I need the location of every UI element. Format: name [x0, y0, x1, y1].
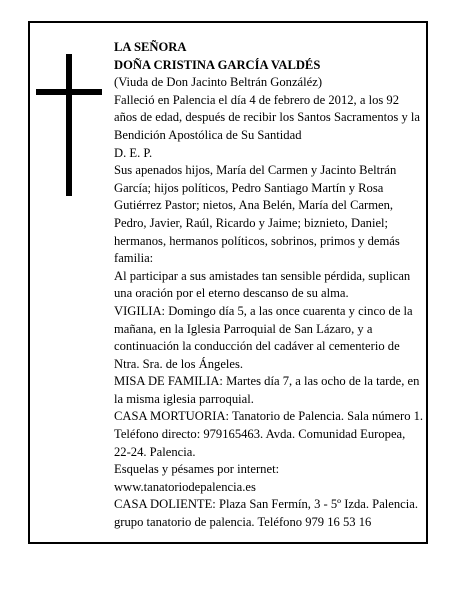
mass-paragraph: MISA DE FAMILIA: Martes día 7, a las ocho de la tarde, en la misma iglesia parroquial. — [114, 374, 420, 406]
vigil-paragraph: VIGILIA: Domingo día 5, a las once cuarenta y cinco de la mañana, en la Iglesia Parroquial de San Lázaro, y a continuación la conducción del cadáver al cementerio de Ntra. Sra. de los Ángeles. — [114, 303, 413, 371]
cross-icon — [36, 54, 102, 196]
rip-line: D. E. P. — [114, 145, 153, 160]
deceased-name: DOÑA CRISTINA GARCÍA VALDÉS — [114, 57, 321, 72]
mourning-house-paragraph: CASA DOLIENTE: Plaza San Fermín, 3 - 5º Izda. Palencia. — [114, 497, 418, 512]
death-paragraph: Falleció en Palencia el día 4 de febrero de 2012, a los 92 años de edad, después de recibir los Santos Sacramentos y la Bendición Apostólica de Su Santidad — [114, 92, 421, 142]
title-line: LA SEÑORA — [114, 40, 187, 54]
prayer-paragraph: Al participar a sus amistades tan sensible pérdida, suplican una oración por el eterno descanso de su alma. — [114, 268, 411, 301]
widow-line: (Viuda de Don Jacinto Beltrán Gonzáléz) — [114, 75, 323, 90]
funeral-home-paragraph: CASA MORTUORIA: Tanatorio de Palencia. Sala número 1. Teléfono directo: 979165463. Avda. Comunidad Europea, 22-24. Palencia. — [114, 409, 424, 459]
website-line: www.tanatoriodepalencia.es — [114, 479, 256, 494]
obituary-text — [114, 39, 424, 532]
condolences-label: Esquelas y pésames por internet: — [114, 462, 280, 477]
family-paragraph: Sus apenados hijos, María del Carmen y Jacinto Beltrán García; hijos políticos, Pedro Santiago Martín y Rosa Gutiérrez Pastor; nietos, Ana Belén, María del Carmen, Pedro, Javier, Raúl, Ricardo y Jaime; biznieto, Daniel; hermanos, hermanos políticos, sobrinos, primos y demás familia: — [114, 163, 400, 266]
footer-line: grupo tanatorio de palencia. Teléfono 979 16 53 16 — [114, 515, 372, 530]
